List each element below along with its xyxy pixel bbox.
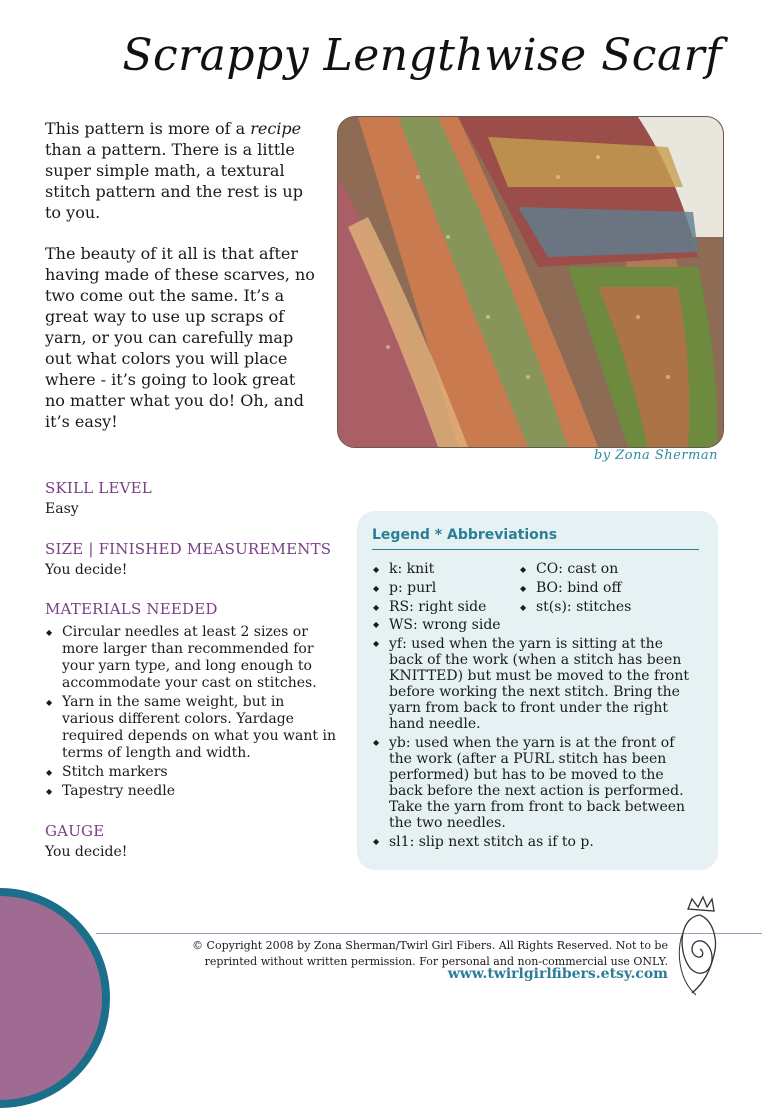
list-item: ◆ yf: used when the yarn is sitting at the back of the work (when a stitch has been KNITTED) but must be moved to the front before working the next stitch. Bring the yarn from back to front under the right hand needle.: [372, 636, 700, 732]
legend-long-list: [372, 617, 700, 853]
legend-column-left: [372, 560, 486, 617]
scarf-photo: [337, 116, 724, 448]
list-item: ◆ p: purl: [372, 579, 486, 598]
list-item: ◆ st(s): stitches: [519, 598, 631, 617]
scarf-photo-image: [338, 117, 723, 447]
intro-paragraph-1: [45, 118, 317, 223]
intro-p1-emphasis: recipe: [250, 119, 302, 138]
materials-list: [45, 624, 340, 802]
intro-p1-text: This pattern is more of a: [45, 119, 251, 138]
list-item: ◆ Yarn in the same weight, but in various different colors. Yardage required depends on what you want in terms of length and width.: [45, 694, 340, 762]
page-title: Scrappy Lengthwise Scarf: [122, 30, 722, 81]
copyright-line-1: © Copyright 2008 by Zona Sherman/Twirl Girl Fibers. All Rights Reserved. Not to be: [192, 939, 668, 952]
list-item: ◆ BO: bind off: [519, 579, 631, 598]
intro-paragraph-2: The beauty of it all is that after having made of these scarves, no two come out the same. It’s a great way to use up scraps of yarn, or you can carefully map out what colors you will place where - it’s going to look great no matter what you do! Oh, and it’s easy!: [45, 244, 315, 431]
list-item: ◆ k: knit: [372, 560, 486, 579]
materials-heading: MATERIALS NEEDED: [45, 600, 218, 618]
legend-title: Legend * Abbreviations: [372, 527, 558, 543]
list-item: ◆ CO: cast on: [519, 560, 631, 579]
list-item: ◆ Circular needles at least 2 sizes or more larger than recommended for your yarn type, and long enough to accommodate your cast on stitches.: [45, 624, 340, 692]
copyright-line-2: reprinted without written permission. For personal and non-commercial use ONLY.: [204, 955, 668, 968]
footer-divider: [96, 933, 762, 934]
intro-text: [45, 118, 317, 452]
list-item: ◆ sl1: slip next stitch as if to p.: [372, 834, 700, 850]
legend-column-right: [519, 560, 631, 617]
intro-p1-text-cont: than a pattern. There is a little super simple math, a textural stitch pattern and the rest is up to you.: [45, 140, 303, 222]
website-link[interactable]: www.twirlgirlfibers.etsy.com: [447, 966, 668, 982]
size-heading: SIZE | FINISHED MEASUREMENTS: [45, 540, 332, 558]
gauge-value: You decide!: [45, 844, 128, 860]
gauge-heading: GAUGE: [45, 822, 105, 840]
list-item: ◆ WS: wrong side: [372, 617, 700, 633]
author-byline: by Zona Sherman: [593, 448, 718, 463]
list-item: ◆ Tapestry needle: [45, 783, 340, 800]
list-item: ◆ yb: used when the yarn is at the front of the work (after a PURL stitch has been performed) but has to be moved to the back before the next action is performed. Take the yarn from front to back between the two needles.: [372, 735, 700, 831]
list-item: ◆ RS: right side: [372, 598, 486, 617]
list-item: ◆ Stitch markers: [45, 764, 340, 781]
legend-box: [357, 511, 718, 870]
legend-divider: [372, 549, 699, 550]
size-value: You decide!: [45, 562, 128, 578]
decorative-circle: [0, 888, 110, 1108]
skill-level-value: Easy: [45, 501, 79, 517]
skill-level-heading: SKILL LEVEL: [45, 479, 152, 497]
crowned-swirl-logo-icon: [674, 895, 724, 1004]
